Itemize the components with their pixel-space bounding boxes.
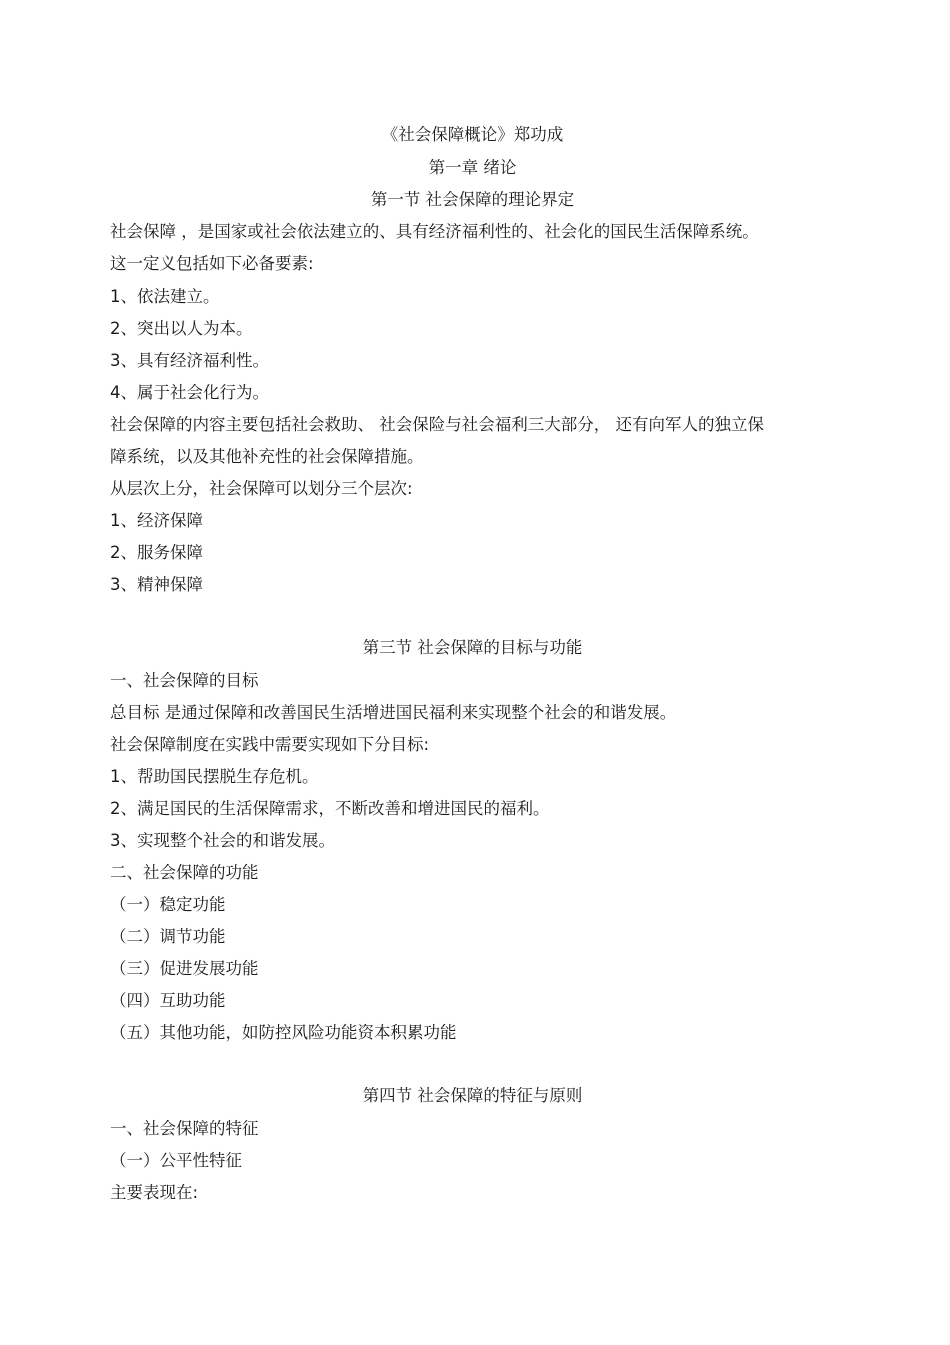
section-1-heading: 第一节 社会保障的理论界定: [370, 190, 575, 209]
section-3-heading: 第三节 社会保障的目标与功能: [362, 638, 583, 657]
goal-heading: 一、社会保障的目标: [110, 671, 259, 690]
manifest-intro: 主要表现在:: [110, 1183, 199, 1202]
element-item: 2、突出以人为本。: [110, 319, 253, 338]
function-item: （四）互助功能: [110, 991, 226, 1010]
sub-goal-item: 3、实现整个社会的和谐发展。: [110, 831, 335, 850]
chapter-heading: 第一章 绪论: [428, 158, 517, 177]
function-item: （五）其他功能，如防控风险功能资本积累功能: [110, 1023, 457, 1042]
function-item: （一）稳定功能: [110, 895, 226, 914]
feature-heading: 一、社会保障的特征: [110, 1119, 259, 1138]
function-item: （三）促进发展功能: [110, 959, 259, 978]
level-item: 3、精神保障: [110, 575, 203, 594]
elements-intro: 这一定义包括如下必备要素:: [110, 254, 314, 273]
general-goal: 总目标 是通过保障和改善国民生活增进国民福利来实现整个社会的和谐发展。: [110, 703, 677, 722]
document-title: 《社会保障概论》郑功成: [381, 125, 564, 144]
element-item: 4、属于社会化行为。: [110, 383, 269, 402]
section-4-heading: 第四节 社会保障的特征与原则: [362, 1086, 583, 1105]
sub-goals-intro: 社会保障制度在实践中需要实现如下分目标:: [110, 735, 430, 754]
definition-paragraph: 社会保障 ，是国家或社会依法建立的、具有经济福利性的、社会化的国民生活保障系统。: [110, 222, 759, 241]
content-paragraph-line: 障系统，以及其他补充性的社会保障措施。: [110, 447, 424, 466]
sub-goal-item: 2、满足国民的生活保障需求，不断改善和增进国民的福利。: [110, 799, 550, 818]
element-item: 1、依法建立。: [110, 287, 220, 306]
element-item: 3、具有经济福利性。: [110, 351, 269, 370]
function-item: （二）调节功能: [110, 927, 226, 946]
levels-intro: 从层次上分，社会保障可以划分三个层次:: [110, 479, 413, 498]
sub-goal-item: 1、帮助国民摆脱生存危机。: [110, 767, 319, 786]
content-paragraph-line: 社会保障的内容主要包括社会救助、 社会保险与社会福利三大部分， 还有向军人的独立保: [110, 415, 764, 434]
function-heading: 二、社会保障的功能: [110, 863, 259, 882]
level-item: 2、服务保障: [110, 543, 203, 562]
level-item: 1、经济保障: [110, 511, 203, 530]
fairness-heading: （一）公平性特征: [110, 1151, 242, 1170]
